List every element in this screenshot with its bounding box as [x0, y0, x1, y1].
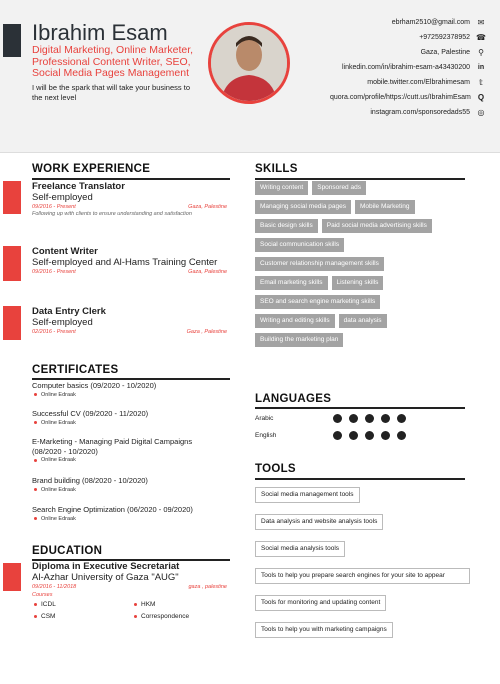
tool-row	[255, 537, 480, 564]
certificate-name: Computer basics (09/2020 - 10/2020)	[32, 381, 157, 390]
level-dot-icon	[333, 431, 342, 440]
tool-row	[255, 564, 480, 591]
job-entry	[32, 306, 227, 335]
education-degree: Diploma in Executive Secretariat	[32, 561, 180, 572]
job-entry	[32, 181, 227, 218]
level-dot-icon	[365, 431, 374, 440]
education-location: gaza , palestine	[188, 584, 227, 590]
skill-tag: Writing content	[255, 181, 308, 195]
level-dot-icon	[349, 414, 358, 423]
job-title: Content Writer	[32, 246, 98, 257]
education-entry	[32, 561, 227, 620]
section-rule-languages	[255, 407, 465, 409]
job-accent-bar	[3, 181, 21, 214]
linkedin-icon: in	[477, 64, 485, 71]
tool-row	[255, 591, 480, 618]
tool-row	[255, 483, 480, 510]
level-dot-icon	[397, 431, 406, 440]
bullet-dot-icon	[34, 459, 37, 462]
section-title-tools: TOOLS	[255, 463, 296, 475]
skill-tag: Email marketing skills	[255, 276, 328, 290]
contact-location-text: Gaza, Palestine	[420, 49, 470, 56]
course-name: CSM	[41, 613, 56, 620]
language-level-dots	[333, 431, 413, 440]
section-rule-skills	[255, 178, 465, 180]
bullet-dot-icon	[34, 393, 37, 396]
course-name: HKM	[141, 601, 156, 608]
contact-list	[286, 18, 486, 123]
contact-phone-text: +972592378952	[419, 34, 470, 41]
certificate-org-row	[32, 516, 232, 522]
education-dates: 09/2016 - 11/2018	[32, 584, 77, 590]
certificate-org-row	[32, 457, 217, 463]
skill-tag: Paid social media advertising skills	[322, 219, 432, 233]
section-rule-tools	[255, 478, 465, 480]
job-meta	[32, 269, 227, 275]
job-dates: 09/2016 - Present	[32, 269, 76, 275]
job-entry	[32, 246, 227, 275]
level-dot-icon	[333, 414, 342, 423]
job-location: Gaza , Palestine	[186, 329, 227, 335]
location-pin-icon: ⚲	[478, 48, 484, 57]
tool-row	[255, 618, 480, 645]
language-row	[255, 414, 465, 423]
bullet-dot-icon	[34, 603, 37, 606]
bullet-dot-icon	[34, 421, 37, 424]
contact-quora[interactable]	[286, 93, 486, 102]
tool-item: Social media analysis tools	[255, 541, 345, 557]
tool-item: Social media management tools	[255, 487, 360, 503]
education-school: Al-Azhar University of Gaza "AUG"	[32, 572, 179, 583]
language-row	[255, 431, 465, 440]
job-company: Self-employed	[32, 317, 93, 328]
certificate-item	[32, 505, 232, 522]
skill-tag: data analysis	[339, 314, 387, 328]
job-company: Self-employed	[32, 192, 93, 203]
tool-item: Tools for monitoring and updating content	[255, 595, 386, 611]
course-list	[32, 601, 227, 620]
section-title-certificates: CERTIFICATES	[32, 364, 119, 376]
skill-tag-list	[255, 181, 470, 352]
tool-item: Tools to help you prepare search engines for your site to appear	[255, 568, 470, 584]
certificate-org: Online Edraak	[41, 419, 76, 426]
job-company: Self-employed and Al-Hams Training Center	[32, 257, 218, 268]
certificate-org-row	[32, 392, 232, 398]
certificate-name: Brand building (08/2020 - 10/2020)	[32, 476, 148, 485]
certificate-name: E-Marketing - Managing Paid Digital Campaigns (08/2020 - 10/2020)	[32, 437, 193, 456]
headline: Digital Marketing, Online Marketer, Professional Content Writer, SEO, Social Media Pages Management	[32, 44, 194, 79]
section-title-skills: SKILLS	[255, 163, 298, 175]
envelope-icon: ✉	[477, 18, 485, 27]
contact-linkedin[interactable]	[286, 63, 486, 72]
job-accent-bar	[3, 246, 21, 281]
name-accent-bar	[3, 24, 21, 57]
skill-tag: Managing social media pages	[255, 200, 351, 214]
bullet-dot-icon	[134, 615, 137, 618]
certificate-org-row	[32, 487, 232, 493]
contact-instagram[interactable]	[286, 108, 486, 117]
section-rule-certificates	[32, 378, 230, 380]
contact-linkedin-text: linkedin.com/in/ibrahim-esam-a43430200	[341, 64, 470, 71]
skill-tag: Mobile Marketing	[355, 200, 415, 214]
course-item	[132, 601, 227, 608]
certificate-org: Online Edraak	[41, 515, 76, 522]
skill-tag: SEO and search engine marketing skills	[255, 295, 380, 309]
summary: I will be the spark that will take your business to the next level	[32, 83, 190, 102]
person-photo-icon	[211, 25, 287, 101]
skill-tag: Customer relationship management skills	[255, 257, 384, 271]
level-dot-icon	[365, 414, 374, 423]
section-title-work: WORK EXPERIENCE	[32, 163, 151, 175]
job-meta	[32, 204, 227, 210]
skill-tag: Social communication skills	[255, 238, 344, 252]
job-accent-bar	[3, 306, 21, 340]
quora-icon: Q	[477, 93, 485, 102]
section-title-languages: LANGUAGES	[255, 393, 332, 405]
certificate-name: Search Engine Optimization (06/2020 - 09/2020)	[32, 505, 193, 514]
job-meta	[32, 329, 227, 335]
contact-instagram-text: instagram.com/sponsoredads55	[370, 109, 470, 116]
skill-tag: Basic design skills	[255, 219, 318, 233]
certificate-org-row	[32, 420, 232, 426]
bullet-dot-icon	[34, 615, 37, 618]
job-description: Following up with clients to ensure understanding and satisfaction	[32, 211, 192, 217]
bullet-dot-icon	[34, 517, 37, 520]
certificate-org: Online Edraak	[41, 486, 76, 493]
job-dates: 02/2016 - Present	[32, 329, 76, 335]
language-level-dots	[333, 414, 413, 423]
courses-label: Courses	[32, 592, 53, 598]
job-dates: 09/2016 - Present	[32, 204, 76, 210]
certificate-name: Successful CV (09/2020 - 11/2020)	[32, 409, 149, 418]
course-item	[32, 613, 132, 620]
certificate-item	[32, 437, 217, 463]
twitter-icon: 𝕥	[479, 78, 483, 87]
phone-icon: ☎	[476, 33, 486, 42]
contact-quora-text: quora.com/profile/https://cutt.us/IbrahimEsam	[330, 94, 471, 101]
contact-location	[286, 48, 486, 57]
contact-email-text: ebrham2510@gmail.com	[391, 19, 470, 26]
tool-item: Tools to help you with marketing campaigns	[255, 622, 393, 638]
skill-tag: Listening skills	[332, 276, 384, 290]
job-location: Gaza, Palestine	[188, 269, 227, 275]
bullet-dot-icon	[134, 603, 137, 606]
level-dot-icon	[381, 414, 390, 423]
tool-row	[255, 510, 480, 537]
course-item	[132, 613, 227, 620]
job-location: Gaza, Palestine	[188, 204, 227, 210]
course-name: ICDL	[41, 601, 56, 608]
job-title: Freelance Translator	[32, 181, 125, 192]
contact-twitter-text: mobile.twitter.com/Elbrahimesam	[367, 79, 470, 86]
language-name: English	[255, 432, 277, 439]
language-name: Arabic	[255, 415, 274, 422]
instagram-icon: ◎	[477, 108, 485, 117]
education-accent-bar	[3, 563, 21, 591]
certificate-item	[32, 409, 232, 426]
level-dot-icon	[349, 431, 358, 440]
certificate-item	[32, 476, 232, 493]
job-title: Data Entry Clerk	[32, 306, 106, 317]
tool-list	[255, 483, 480, 645]
tool-item: Data analysis and website analysis tools	[255, 514, 383, 530]
skill-tag: Sponsored ads	[312, 181, 366, 195]
bullet-dot-icon	[34, 488, 37, 491]
section-rule-work	[32, 178, 230, 180]
candidate-name: Ibrahim Esam	[32, 20, 168, 45]
contact-phone[interactable]	[286, 33, 486, 42]
section-title-education: EDUCATION	[32, 545, 103, 557]
contact-email[interactable]	[286, 18, 486, 27]
certificate-item	[32, 381, 232, 398]
course-item	[32, 601, 132, 608]
certificate-org: Online Edraak	[41, 457, 76, 463]
contact-twitter[interactable]	[286, 78, 486, 87]
profile-photo	[208, 22, 290, 104]
resume-header	[0, 0, 500, 153]
level-dot-icon	[381, 431, 390, 440]
skill-tag: Building the marketing plan	[255, 333, 343, 347]
skill-tag: Writing and editing skills	[255, 314, 335, 328]
level-dot-icon	[397, 414, 406, 423]
education-meta	[32, 584, 227, 590]
course-name: Correspondence	[141, 613, 190, 620]
certificate-org: Online Edraak	[41, 391, 76, 398]
